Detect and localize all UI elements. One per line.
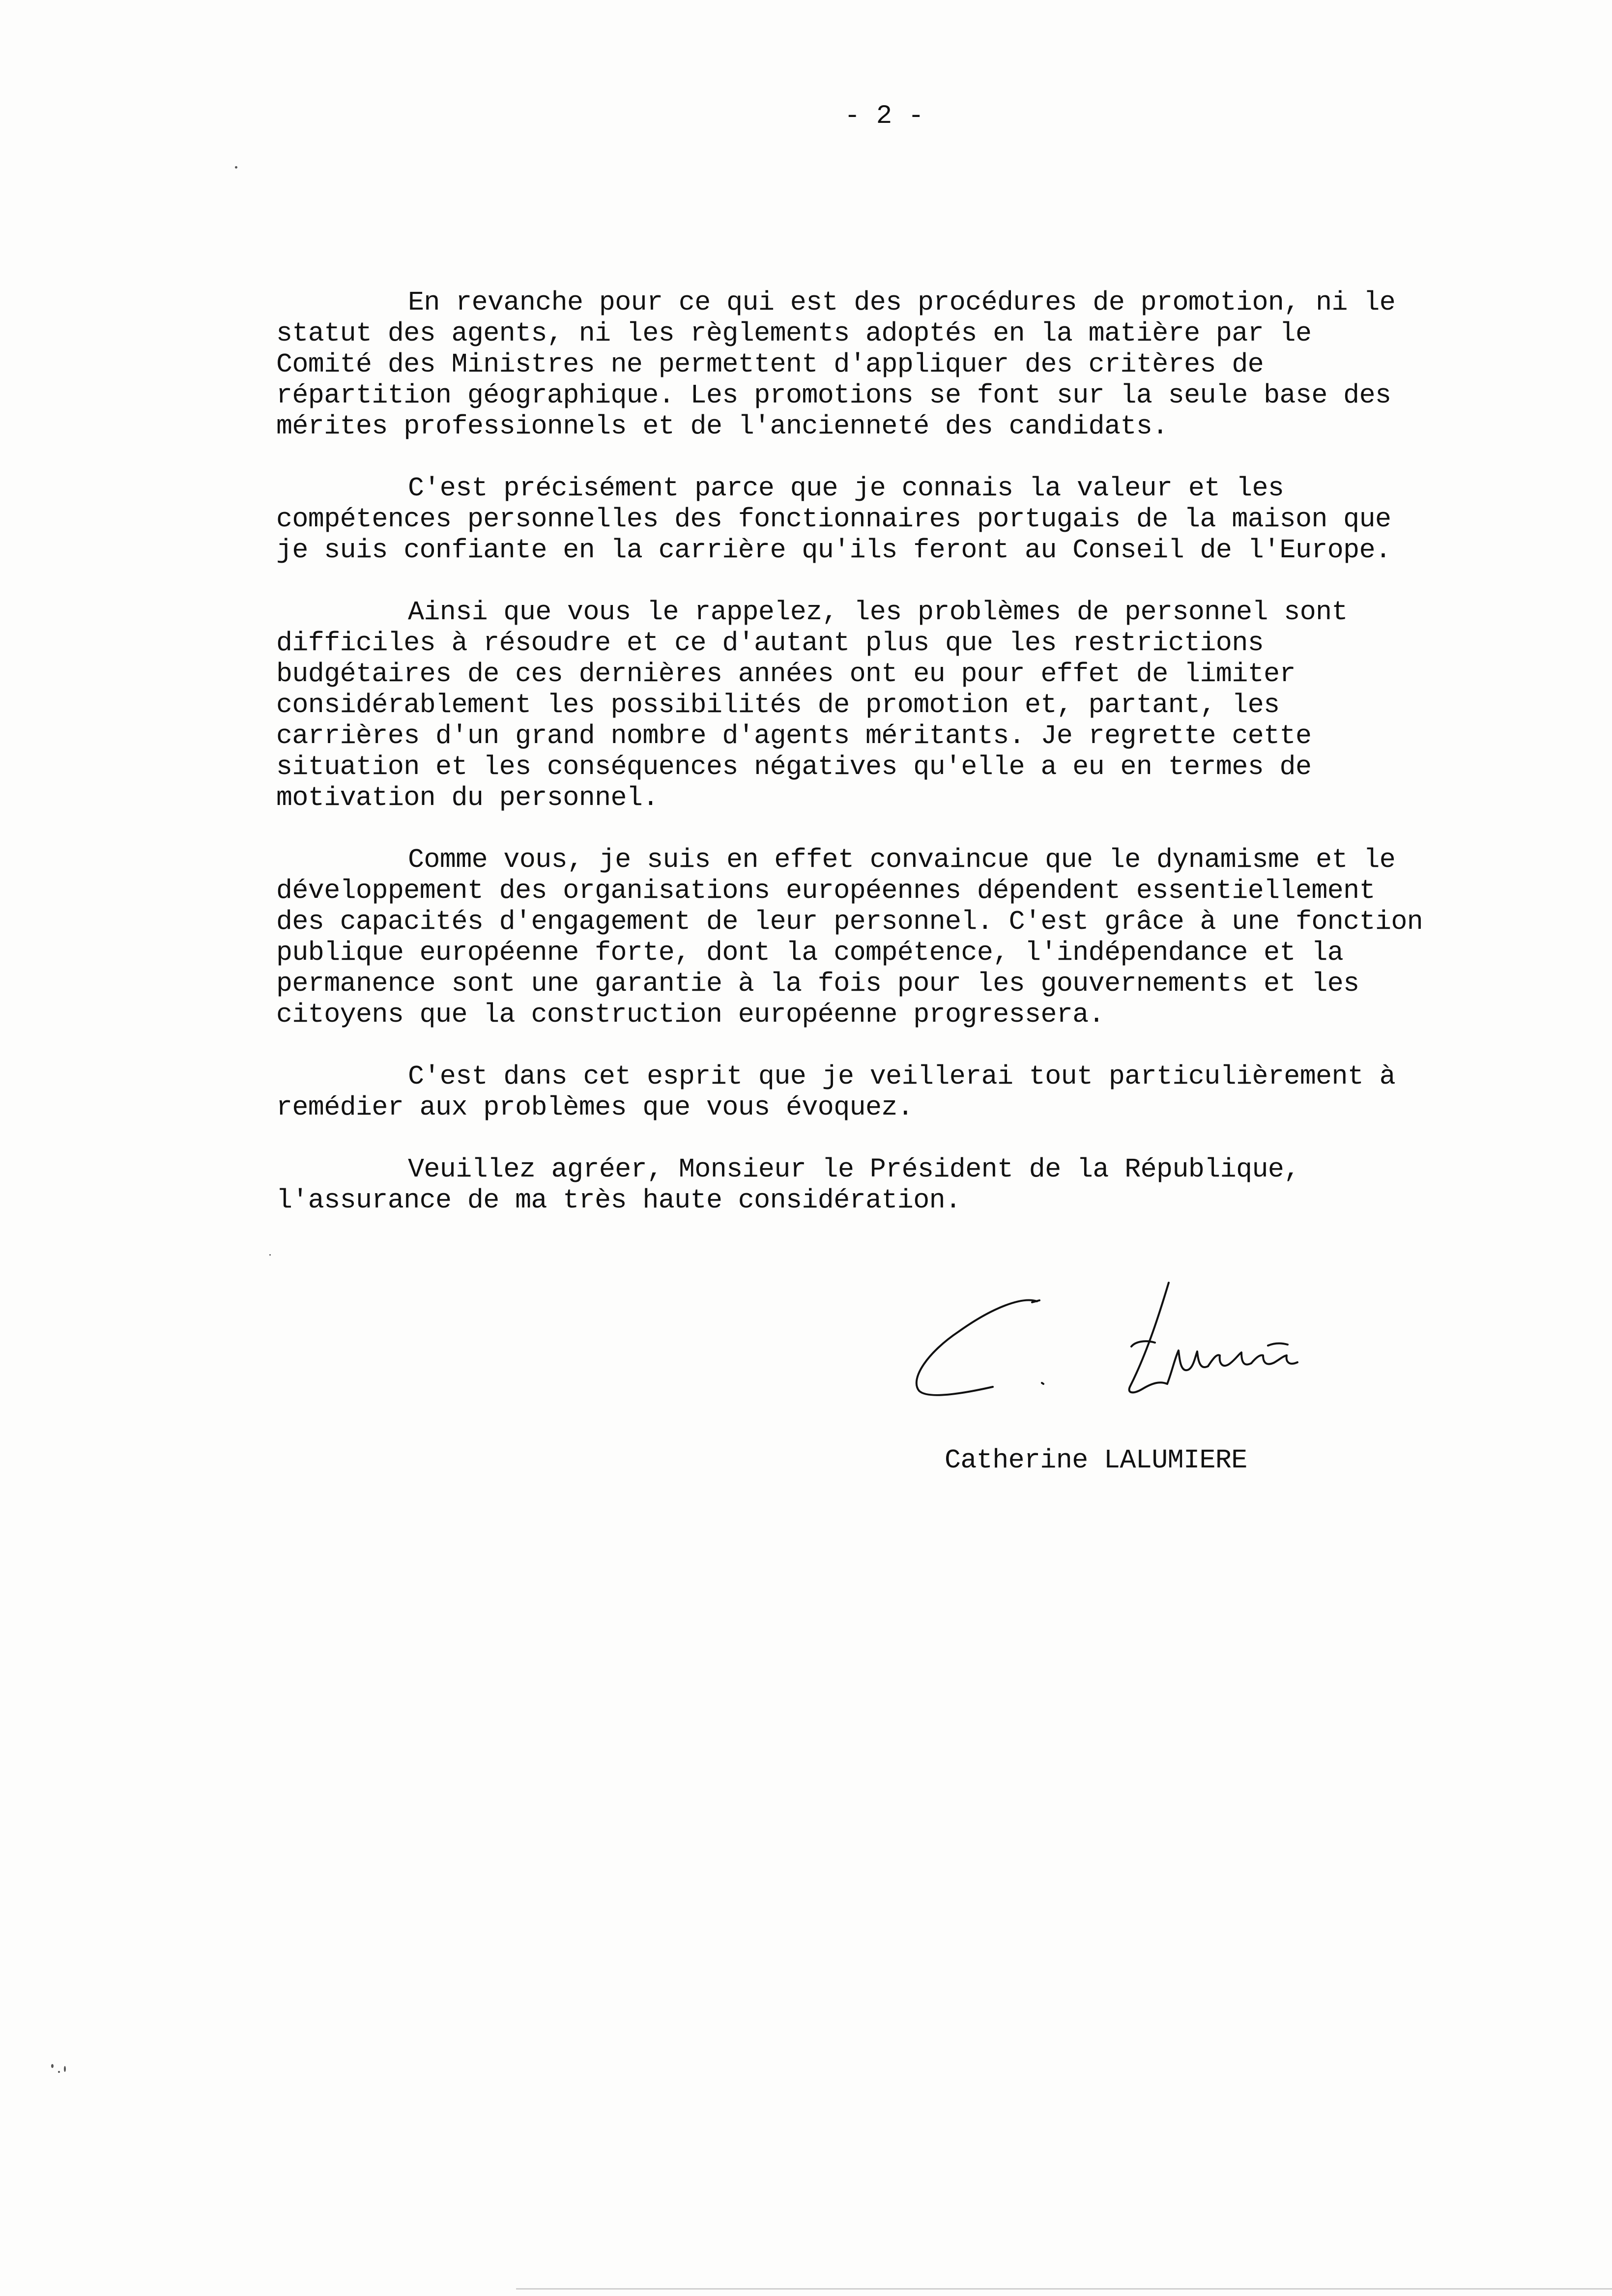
- text-line: C'est dans cet esprit que je veillerai tout particulièrement à: [408, 1061, 1396, 1092]
- scan-speck: [235, 166, 237, 169]
- paragraph-promotion-procedures: [276, 287, 1534, 442]
- text-line: C'est précisément parce que je connais la valeur et les: [408, 473, 1284, 504]
- text-line: compétences personnelles des fonctionnaires portugais de la maison que: [276, 504, 1391, 535]
- text-line: l'assurance de ma très haute considération.: [276, 1185, 961, 1216]
- text-line: des capacités d'engagement de leur personnel. C'est grâce à une fonction: [276, 906, 1423, 937]
- scan-edge-line: [516, 2288, 1612, 2290]
- signatory-name: Catherine LALUMIERE: [945, 1445, 1247, 1476]
- text-line: motivation du personnel.: [276, 782, 659, 813]
- paragraph-remedy: [276, 1061, 1534, 1123]
- scan-speck: [269, 1254, 271, 1256]
- text-line: statut des agents, ni les règlements adoptés en la matière par le: [276, 318, 1312, 349]
- text-line: publique européenne forte, dont la compétence, l'indépendance et la: [276, 937, 1344, 968]
- paragraph-staff-problems: [276, 597, 1534, 813]
- scan-speck: [51, 2064, 54, 2068]
- text-line: remédier aux problèmes que vous évoquez.: [276, 1092, 914, 1123]
- scan-speck: [58, 2071, 60, 2073]
- text-line: répartition géographique. Les promotions se font sur la seule base des: [276, 380, 1391, 411]
- text-line: budgétaires de ces dernières années ont eu pour effet de limiter: [276, 659, 1295, 689]
- paragraph-european-civil-service: [276, 844, 1534, 1030]
- scan-speck: [64, 2066, 66, 2072]
- text-line: mérites professionnels et de l'ancienneté des candidats.: [276, 411, 1168, 442]
- text-line: difficiles à résoudre et ce d'autant plus que les restrictions: [276, 628, 1264, 659]
- paragraph-closing-formula: [276, 1154, 1534, 1216]
- text-line: Ainsi que vous le rappelez, les problèmes de personnel sont: [408, 597, 1348, 628]
- paragraph-portuguese-officials: [276, 473, 1534, 566]
- text-line: citoyens que la construction européenne progressera.: [276, 999, 1105, 1030]
- text-line: En revanche pour ce qui est des procédures de promotion, ni le: [408, 287, 1396, 318]
- text-line: développement des organisations européennes dépendent essentiellement: [276, 875, 1375, 906]
- text-line: permanence sont une garantie à la fois pour les gouvernements et les: [276, 968, 1359, 999]
- text-line: Comme vous, je suis en effet convaincue que le dynamisme et le: [408, 844, 1396, 875]
- text-line: Veuillez agréer, Monsieur le Président de la République,: [408, 1154, 1300, 1185]
- text-line: considérablement les possibilités de promotion et, partant, les: [276, 689, 1280, 720]
- text-line: Comité des Ministres ne permettent d'appliquer des critères de: [276, 349, 1264, 380]
- text-line: carrières d'un grand nombre d'agents méritants. Je regrette cette: [276, 720, 1312, 751]
- text-line: situation et les conséquences négatives qu'elle a eu en termes de: [276, 751, 1312, 782]
- handwritten-signature: [899, 1273, 1312, 1420]
- text-line: je suis confiante en la carrière qu'ils feront au Conseil de l'Europe.: [276, 535, 1391, 566]
- page-number: - 2 -: [844, 101, 924, 131]
- letter-body: [276, 287, 1534, 1247]
